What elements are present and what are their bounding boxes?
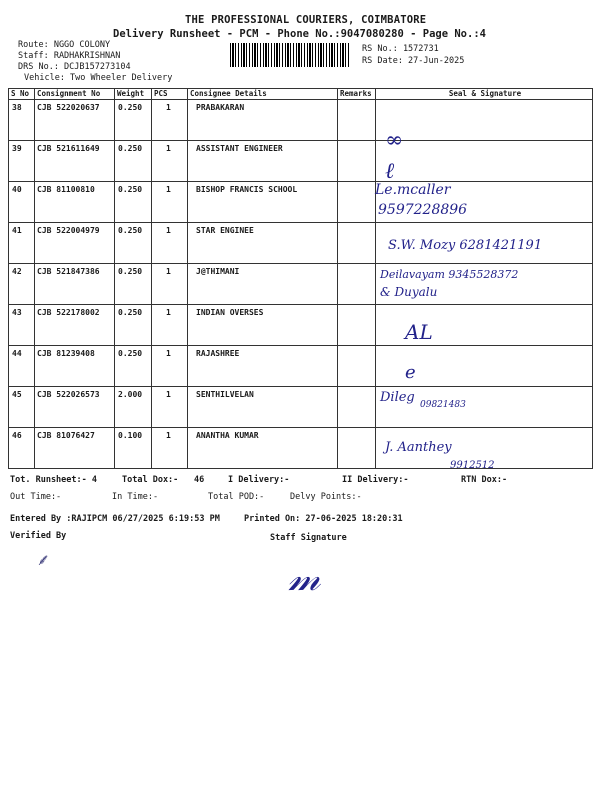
total-dox-label: Total Dox:- bbox=[122, 475, 179, 485]
cell-pcs bbox=[152, 100, 188, 141]
cell-pcs-text: 1 bbox=[166, 308, 171, 317]
cell-weight-text: 0.100 bbox=[118, 431, 143, 440]
in-time: In Time:- bbox=[112, 492, 159, 502]
staff-signature-label: Staff Signature bbox=[270, 533, 347, 543]
cell-sno bbox=[9, 346, 35, 387]
cell-weight-text: 0.250 bbox=[118, 349, 143, 358]
route-label: Route: NGGO COLONY bbox=[18, 40, 111, 50]
cell-weight bbox=[115, 141, 152, 182]
verified-signature: ⸙ bbox=[36, 550, 49, 569]
cell-sno bbox=[9, 182, 35, 223]
cell-remarks bbox=[338, 428, 376, 469]
table-row bbox=[9, 387, 593, 428]
cell-consignment-no bbox=[35, 428, 115, 469]
cell-pcs-text: 1 bbox=[166, 144, 171, 153]
cell-remarks bbox=[338, 387, 376, 428]
verified-by: Verified By bbox=[10, 531, 67, 541]
col-header-consignee: Consignee Details bbox=[188, 89, 338, 100]
cell-pcs-text: 1 bbox=[166, 267, 171, 276]
table-row bbox=[9, 428, 593, 469]
cell-sno bbox=[9, 264, 35, 305]
tot-runsheet: Tot. Runsheet:- 4 bbox=[10, 475, 97, 485]
cell-weight-text: 0.250 bbox=[118, 226, 143, 235]
table-row bbox=[9, 141, 593, 182]
cell-consignment-no bbox=[35, 305, 115, 346]
cell-sno bbox=[9, 387, 35, 428]
cell-remarks bbox=[338, 346, 376, 387]
signature-row-39: ℓ bbox=[385, 159, 395, 184]
rs-number: RS No.: 1572731 bbox=[362, 44, 439, 54]
cell-consignment-no-text: CJB 521847386 bbox=[37, 267, 100, 276]
cell-pcs-text: 1 bbox=[166, 390, 171, 399]
total-pod: Total POD:- bbox=[208, 492, 265, 502]
cell-sno-text: 40 bbox=[12, 185, 22, 194]
cell-remarks bbox=[338, 223, 376, 264]
cell-consignee-text: J@THIMANI bbox=[196, 267, 240, 276]
cell-signature bbox=[376, 141, 593, 182]
cell-consignment-no-text: CJB 522026573 bbox=[37, 390, 100, 399]
col-header-signature: Seal & Signature bbox=[376, 89, 593, 100]
delvy-points: Delvy Points:- bbox=[290, 492, 362, 502]
cell-pcs-text: 1 bbox=[166, 185, 171, 194]
cell-weight bbox=[115, 346, 152, 387]
cell-consignment-no-text: CJB 522178002 bbox=[37, 308, 100, 317]
cell-consignment-no bbox=[35, 141, 115, 182]
cell-consignee-text: ANANTHA KUMAR bbox=[196, 431, 259, 440]
cell-pcs-text: 1 bbox=[166, 103, 171, 112]
cell-sno-text: 42 bbox=[12, 267, 22, 276]
cell-consignee-text: STAR ENGINEE bbox=[196, 226, 254, 235]
cell-consignee-text: INDIAN OVERSES bbox=[196, 308, 264, 317]
cell-sno-text: 39 bbox=[12, 144, 22, 153]
cell-pcs bbox=[152, 141, 188, 182]
cell-weight bbox=[115, 305, 152, 346]
rtn-dox: RTN Dox:- bbox=[461, 475, 508, 485]
company-title: THE PROFESSIONAL COURIERS, COIMBATORE bbox=[185, 14, 427, 26]
cell-remarks bbox=[338, 305, 376, 346]
cell-sno bbox=[9, 223, 35, 264]
col-header-consignment: Consignment No bbox=[35, 89, 115, 100]
ii-delivery: II Delivery:- bbox=[342, 475, 409, 485]
cell-consignment-no-text: CJB 81239408 bbox=[37, 349, 95, 358]
cell-consignee bbox=[188, 346, 338, 387]
vehicle-label: Vehicle: Two Wheeler Delivery bbox=[24, 73, 173, 83]
cell-pcs bbox=[152, 264, 188, 305]
cell-pcs bbox=[152, 305, 188, 346]
cell-weight-text: 0.250 bbox=[118, 103, 143, 112]
signature-row-43: AL bbox=[405, 320, 433, 344]
entered-by: Entered By :RAJIPCM 06/27/2025 6:19:53 PM bbox=[10, 514, 220, 524]
cell-consignment-no bbox=[35, 182, 115, 223]
cell-pcs bbox=[152, 346, 188, 387]
staff-signature-mark: 𝓂 bbox=[288, 555, 321, 599]
cell-consignee bbox=[188, 305, 338, 346]
note-row-46-a: J. Aanthey bbox=[385, 440, 452, 455]
note-row-45-a: Dileg bbox=[380, 390, 415, 405]
cell-sno bbox=[9, 141, 35, 182]
cell-weight bbox=[115, 264, 152, 305]
cell-sno-text: 38 bbox=[12, 103, 22, 112]
col-header-sno: S No bbox=[9, 89, 35, 100]
cell-sno bbox=[9, 305, 35, 346]
table-header-row bbox=[9, 89, 593, 100]
note-row-41: S.W. Mozy 6281421191 bbox=[388, 238, 543, 253]
cell-remarks bbox=[338, 100, 376, 141]
cell-pcs bbox=[152, 428, 188, 469]
cell-consignment-no-text: CJB 522004979 bbox=[37, 226, 100, 235]
col-header-remarks: Remarks bbox=[338, 89, 376, 100]
cell-consignment-no-text: CJB 81100810 bbox=[37, 185, 95, 194]
cell-consignee bbox=[188, 100, 338, 141]
cell-signature bbox=[376, 100, 593, 141]
table-row bbox=[9, 346, 593, 387]
out-time: Out Time:- bbox=[10, 492, 62, 502]
cell-sno bbox=[9, 100, 35, 141]
cell-consignment-no bbox=[35, 100, 115, 141]
cell-sno-text: 45 bbox=[12, 390, 22, 399]
i-delivery: I Delivery:- bbox=[228, 475, 290, 485]
cell-pcs bbox=[152, 387, 188, 428]
cell-weight bbox=[115, 428, 152, 469]
note-row-40-name: Le.mcaller bbox=[375, 182, 451, 198]
cell-consignee-text: BISHOP FRANCIS SCHOOL bbox=[196, 185, 298, 194]
cell-consignee bbox=[188, 387, 338, 428]
cell-consignee-text: RAJASHREE bbox=[196, 349, 240, 358]
drs-number: DRS No.: DCJB157273104 bbox=[18, 62, 131, 72]
cell-weight bbox=[115, 223, 152, 264]
cell-consignee bbox=[188, 141, 338, 182]
barcode bbox=[230, 43, 350, 67]
cell-weight-text: 0.250 bbox=[118, 308, 143, 317]
cell-consignee-text: PRABAKARAN bbox=[196, 103, 245, 112]
cell-consignment-no bbox=[35, 264, 115, 305]
cell-consignee bbox=[188, 428, 338, 469]
cell-sno-text: 41 bbox=[12, 226, 22, 235]
note-row-40-phone: 9597228896 bbox=[378, 202, 468, 218]
cell-weight-text: 0.250 bbox=[118, 267, 143, 276]
cell-remarks bbox=[338, 182, 376, 223]
staff-label: Staff: RADHAKRISHNAN bbox=[18, 51, 121, 61]
signature-row-44: e bbox=[405, 362, 416, 383]
cell-consignment-no bbox=[35, 346, 115, 387]
note-row-46-b: 9912512 bbox=[450, 460, 495, 471]
table-row bbox=[9, 100, 593, 141]
note-row-45-b: 09821483 bbox=[420, 400, 466, 410]
total-dox-value: 46 bbox=[194, 475, 205, 485]
cell-sno-text: 46 bbox=[12, 431, 22, 440]
runsheet-title: Delivery Runsheet - PCM - Phone No.:9047080280 - Page No.:4 bbox=[113, 28, 486, 40]
cell-remarks bbox=[338, 141, 376, 182]
cell-sno bbox=[9, 428, 35, 469]
cell-consignee bbox=[188, 223, 338, 264]
printed-on: Printed On: 27-06-2025 18:20:31 bbox=[244, 514, 403, 524]
cell-pcs-text: 1 bbox=[166, 226, 171, 235]
col-header-pcs: PCS bbox=[152, 89, 188, 100]
col-header-weight: Weight bbox=[115, 89, 152, 100]
cell-consignment-no-text: CJB 521611649 bbox=[37, 144, 100, 153]
cell-consignee-text: ASSISTANT ENGINEER bbox=[196, 144, 283, 153]
table-row bbox=[9, 305, 593, 346]
signature-row-38: ∞ bbox=[385, 128, 404, 153]
cell-weight-text: 0.250 bbox=[118, 185, 143, 194]
cell-remarks bbox=[338, 264, 376, 305]
cell-sno-text: 43 bbox=[12, 308, 22, 317]
cell-consignee bbox=[188, 182, 338, 223]
cell-consignment-no bbox=[35, 223, 115, 264]
cell-pcs bbox=[152, 223, 188, 264]
cell-weight-text: 2.000 bbox=[118, 390, 143, 399]
cell-consignee-text: SENTHILVELAN bbox=[196, 390, 254, 399]
cell-consignment-no-text: CJB 81076427 bbox=[37, 431, 95, 440]
cell-consignee bbox=[188, 264, 338, 305]
note-row-42-a: Deilavayam 9345528372 bbox=[380, 268, 519, 281]
cell-consignment-no-text: CJB 522020637 bbox=[37, 103, 100, 112]
cell-consignment-no bbox=[35, 387, 115, 428]
table-row bbox=[9, 182, 593, 223]
cell-pcs-text: 1 bbox=[166, 349, 171, 358]
rs-date: RS Date: 27-Jun-2025 bbox=[362, 56, 465, 66]
cell-weight bbox=[115, 182, 152, 223]
cell-weight bbox=[115, 387, 152, 428]
cell-weight bbox=[115, 100, 152, 141]
note-row-42-b: & Duyalu bbox=[380, 285, 438, 299]
cell-weight-text: 0.250 bbox=[118, 144, 143, 153]
cell-pcs-text: 1 bbox=[166, 431, 171, 440]
cell-pcs bbox=[152, 182, 188, 223]
cell-sno-text: 44 bbox=[12, 349, 22, 358]
